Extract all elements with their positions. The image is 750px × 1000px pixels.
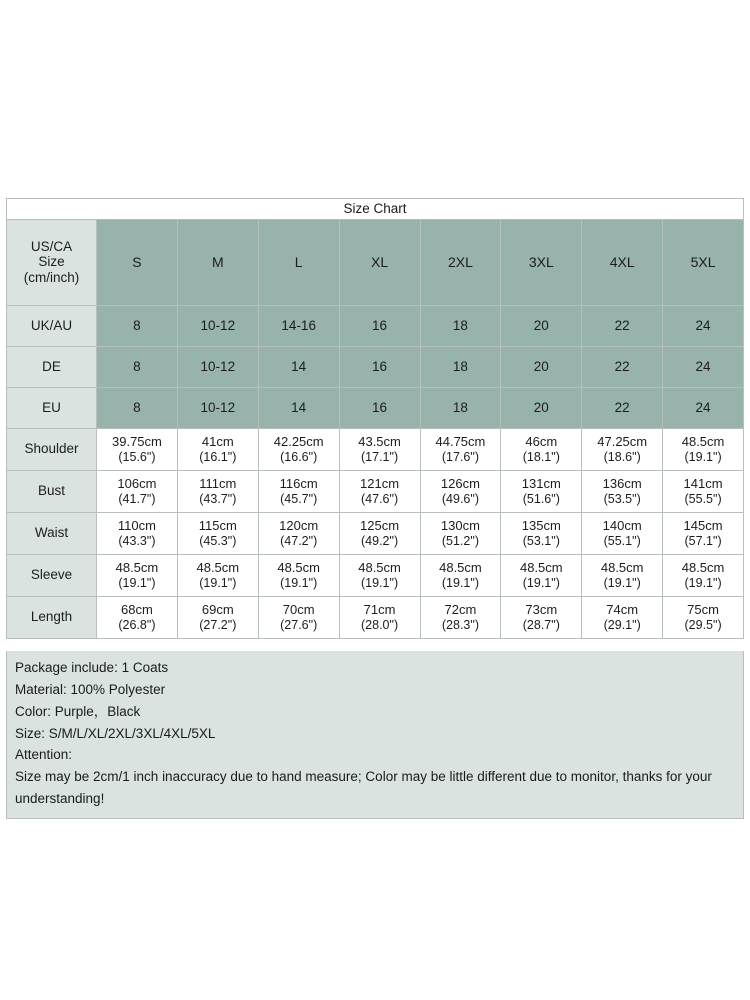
row-label-uk-au: UK/AU [7, 305, 97, 346]
value-cm: 73cm [525, 602, 558, 618]
cell-bust-l [258, 470, 339, 512]
value-inch: (19.1") [522, 575, 560, 590]
table-row-length [7, 596, 744, 638]
product-notes [6, 651, 744, 819]
value-inch: (53.1") [522, 533, 560, 548]
size-chart-container [6, 198, 744, 639]
row-label-bust: Bust [7, 470, 97, 512]
value-inch: (47.6") [361, 491, 399, 506]
value-cm: 111cm [199, 476, 237, 492]
value-cm: 140cm [602, 518, 642, 534]
cell-length-s [97, 596, 178, 638]
note-attention-text: Size may be 2cm/1 inch inaccuracy due to hand measure; Color may be little different due to monitor, thanks for your understanding! [15, 769, 712, 807]
value-cm: 48.5cm [519, 560, 563, 576]
cell-de-2xl: 18 [420, 346, 501, 387]
row-label-waist: Waist [7, 512, 97, 554]
value-inch: (29.5") [684, 617, 722, 632]
value-inch: (19.1") [684, 449, 722, 464]
cell-sleeve-l [258, 554, 339, 596]
cell-eu-l: 14 [258, 387, 339, 428]
value-cm: 115cm [198, 518, 237, 534]
value-inch: (55.1") [603, 533, 641, 548]
table-row-sleeve [7, 554, 744, 596]
cell-eu-2xl: 18 [420, 387, 501, 428]
cell-eu-m: 10-12 [177, 387, 258, 428]
cell-de-4xl: 22 [582, 346, 663, 387]
value-inch: (19.1") [199, 575, 237, 590]
value-cm: 48.5cm [681, 434, 725, 450]
cell-length-m [177, 596, 258, 638]
cell-sleeve-5xl [663, 554, 744, 596]
cell-uk-au-4xl: 22 [582, 305, 663, 346]
value-cm: 131cm [521, 476, 561, 492]
cell-length-5xl [663, 596, 744, 638]
value-cm: 74cm [606, 602, 639, 618]
size-header-4xl: 4XL [582, 219, 663, 305]
value-cm: 135cm [521, 518, 561, 534]
value-inch: (19.1") [361, 575, 399, 590]
value-cm: 48.5cm [600, 560, 644, 576]
value-inch: (57.1") [684, 533, 722, 548]
cell-de-l: 14 [258, 346, 339, 387]
value-cm: 48.5cm [358, 560, 401, 576]
header-label-line1: US/CA [30, 238, 73, 254]
value-cm: 110cm [117, 518, 156, 534]
cell-length-l [258, 596, 339, 638]
row-label-length: Length [7, 596, 97, 638]
cell-shoulder-xl [339, 428, 420, 470]
note-material: Material: 100% Polyester [15, 681, 166, 697]
value-cm: 48.5cm [196, 560, 240, 576]
cell-shoulder-5xl [663, 428, 744, 470]
table-row-waist [7, 512, 744, 554]
table-row-bust [7, 470, 744, 512]
value-inch: (27.2") [199, 617, 237, 632]
row-label-shoulder: Shoulder [7, 428, 97, 470]
cell-de-m: 10-12 [177, 346, 258, 387]
value-inch: (43.7") [199, 491, 237, 506]
value-inch: (16.6") [280, 449, 318, 464]
value-cm: 48.5cm [681, 560, 725, 576]
table-row-eu [7, 387, 744, 428]
cell-shoulder-s [97, 428, 178, 470]
note-color: Color: Purple，Black [15, 703, 141, 719]
value-cm: 125cm [360, 518, 400, 534]
value-inch: (51.6") [522, 491, 560, 506]
cell-waist-m [177, 512, 258, 554]
cell-uk-au-5xl: 24 [663, 305, 744, 346]
cell-waist-l [258, 512, 339, 554]
table-title-row [7, 199, 744, 220]
value-inch: (47.2") [280, 533, 318, 548]
value-inch: (28.0") [361, 617, 399, 632]
value-inch: (45.7") [280, 491, 318, 506]
value-inch: (17.1") [361, 449, 399, 464]
value-cm: 116cm [279, 476, 318, 492]
value-inch: (53.5") [603, 491, 641, 506]
table-row-de [7, 346, 744, 387]
value-inch: (41.7") [118, 491, 156, 506]
value-inch: (28.7") [522, 617, 560, 632]
table-row-shoulder [7, 428, 744, 470]
cell-sleeve-3xl [501, 554, 582, 596]
value-inch: (55.5") [684, 491, 722, 506]
value-cm: 72cm [444, 602, 477, 618]
cell-sleeve-2xl [420, 554, 501, 596]
value-inch: (19.1") [603, 575, 641, 590]
cell-sleeve-xl [339, 554, 420, 596]
value-inch: (16.1") [199, 449, 237, 464]
cell-waist-xl [339, 512, 420, 554]
cell-uk-au-s: 8 [97, 305, 178, 346]
cell-sleeve-s [97, 554, 178, 596]
value-cm: 42.25cm [273, 434, 324, 450]
value-inch: (29.1") [603, 617, 641, 632]
value-inch: (49.2") [361, 533, 399, 548]
row-label-de: DE [7, 346, 97, 387]
cell-de-5xl: 24 [663, 346, 744, 387]
value-cm: 70cm [282, 602, 315, 618]
value-cm: 43.5cm [358, 434, 401, 450]
cell-bust-3xl [501, 470, 582, 512]
value-inch: (45.3") [199, 533, 237, 548]
value-inch: (49.6") [441, 491, 479, 506]
cell-uk-au-2xl: 18 [420, 305, 501, 346]
cell-bust-m [177, 470, 258, 512]
table-row-size-header [7, 219, 744, 305]
value-cm: 75cm [687, 602, 719, 618]
size-header-5xl: 5XL [663, 219, 744, 305]
value-inch: (43.3") [118, 533, 156, 548]
value-inch: (26.8") [118, 617, 156, 632]
cell-de-s: 8 [97, 346, 178, 387]
cell-uk-au-xl: 16 [339, 305, 420, 346]
cell-de-xl: 16 [339, 346, 420, 387]
value-cm: 47.25cm [597, 434, 648, 450]
cell-bust-s [97, 470, 178, 512]
value-cm: 130cm [440, 518, 480, 534]
value-inch: (19.1") [118, 575, 156, 590]
value-cm: 68cm [121, 602, 153, 618]
size-header-xl: XL [339, 219, 420, 305]
value-cm: 44.75cm [435, 434, 486, 450]
value-cm: 69cm [201, 602, 234, 618]
cell-uk-au-l: 14-16 [258, 305, 339, 346]
value-cm: 121cm [360, 476, 400, 492]
cell-eu-s: 8 [97, 387, 178, 428]
cell-eu-xl: 16 [339, 387, 420, 428]
value-cm: 48.5cm [277, 560, 320, 576]
size-header-2xl: 2XL [420, 219, 501, 305]
cell-eu-3xl: 20 [501, 387, 582, 428]
size-header-l: L [258, 219, 339, 305]
cell-bust-2xl [420, 470, 501, 512]
size-chart-table [6, 198, 744, 639]
value-cm: 48.5cm [439, 560, 482, 576]
row-label-eu: EU [7, 387, 97, 428]
value-inch: (18.1") [522, 449, 560, 464]
cell-bust-5xl [663, 470, 744, 512]
value-cm: 71cm [363, 602, 396, 618]
value-inch: (18.6") [603, 449, 641, 464]
value-inch: (15.6") [118, 449, 156, 464]
cell-waist-2xl [420, 512, 501, 554]
cell-bust-xl [339, 470, 420, 512]
cell-waist-5xl [663, 512, 744, 554]
cell-de-3xl: 20 [501, 346, 582, 387]
note-package: Package include: 1 Coats [15, 660, 169, 675]
row-label-sleeve: Sleeve [7, 554, 97, 596]
cell-eu-4xl: 22 [582, 387, 663, 428]
value-cm: 48.5cm [115, 560, 159, 576]
value-inch: (19.1") [280, 575, 318, 590]
cell-uk-au-3xl: 20 [501, 305, 582, 346]
value-cm: 39.75cm [112, 434, 162, 450]
value-cm: 46cm [525, 434, 558, 450]
value-inch: (19.1") [441, 575, 479, 590]
cell-waist-4xl [582, 512, 663, 554]
cell-sleeve-m [177, 554, 258, 596]
value-inch: (27.6") [280, 617, 318, 632]
size-header-s: S [97, 219, 178, 305]
header-label-cell [7, 219, 97, 305]
note-attention-label: Attention: [15, 747, 73, 763]
chart-title: Size Chart [7, 199, 744, 220]
cell-uk-au-m: 10-12 [177, 305, 258, 346]
value-cm: 145cm [683, 518, 723, 534]
cell-length-3xl [501, 596, 582, 638]
note-size: Size: S/M/L/XL/2XL/3XL/4XL/5XL [15, 725, 216, 741]
header-label-line2: Size [38, 254, 65, 270]
value-cm: 136cm [602, 476, 642, 492]
value-inch: (28.3") [441, 617, 479, 632]
value-inch: (17.6") [441, 449, 479, 464]
cell-waist-s [97, 512, 178, 554]
value-cm: 141cm [683, 476, 723, 492]
cell-shoulder-2xl [420, 428, 501, 470]
size-header-3xl: 3XL [501, 219, 582, 305]
cell-shoulder-m [177, 428, 258, 470]
cell-shoulder-3xl [501, 428, 582, 470]
value-cm: 120cm [279, 518, 319, 534]
value-cm: 126cm [440, 476, 480, 492]
table-row-uk-au [7, 305, 744, 346]
cell-length-xl [339, 596, 420, 638]
cell-sleeve-4xl [582, 554, 663, 596]
value-inch: (19.1") [684, 575, 722, 590]
value-inch: (51.2") [441, 533, 479, 548]
value-cm: 106cm [117, 476, 157, 492]
cell-bust-4xl [582, 470, 663, 512]
cell-shoulder-l [258, 428, 339, 470]
cell-eu-5xl: 24 [663, 387, 744, 428]
cell-length-4xl [582, 596, 663, 638]
cell-length-2xl [420, 596, 501, 638]
size-header-m: M [177, 219, 258, 305]
cell-waist-3xl [501, 512, 582, 554]
cell-shoulder-4xl [582, 428, 663, 470]
value-cm: 41cm [201, 434, 234, 450]
header-label-line3: (cm/inch) [23, 270, 80, 286]
